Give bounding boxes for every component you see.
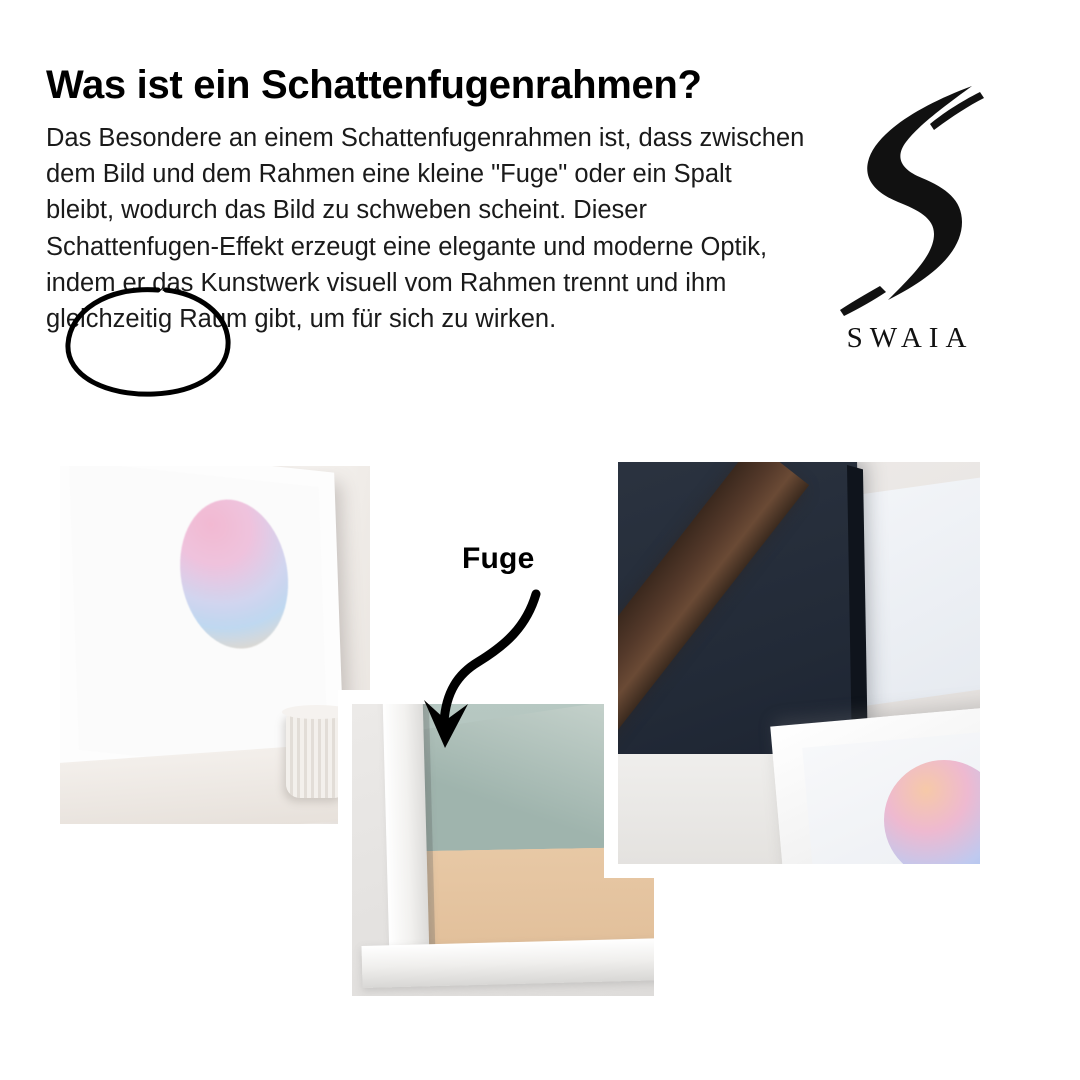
photo-1-image <box>60 466 370 824</box>
fuge-annotation-label: Fuge <box>462 542 535 575</box>
photo-dark-frames-shadow-gap-detail <box>604 448 994 878</box>
page-title: Was ist ein Schattenfugenrahmen? <box>46 63 702 107</box>
photo-3-image <box>618 462 980 864</box>
photo-poster-white-frame-on-shelf <box>46 452 384 838</box>
hand-drawn-ellipse-icon <box>62 282 234 400</box>
intro-paragraph: Das Besondere an einem Schattenfugenrahmen ist, dass zwischen dem Bild und dem Rahmen eine kleine "Fuge" oder ein Spalt bleibt, wodurch das Bild zu schweben scheint. Dieser Schattenfugen-Effekt erzeugt eine elegante und moderne Optik, indem er das Kunstwerk visuell vom Rahmen trennt und ihm gleichzeitig Raum gibt, um für sich zu wirken. <box>46 124 805 334</box>
brand-wordmark: SWAIA <box>846 322 974 354</box>
